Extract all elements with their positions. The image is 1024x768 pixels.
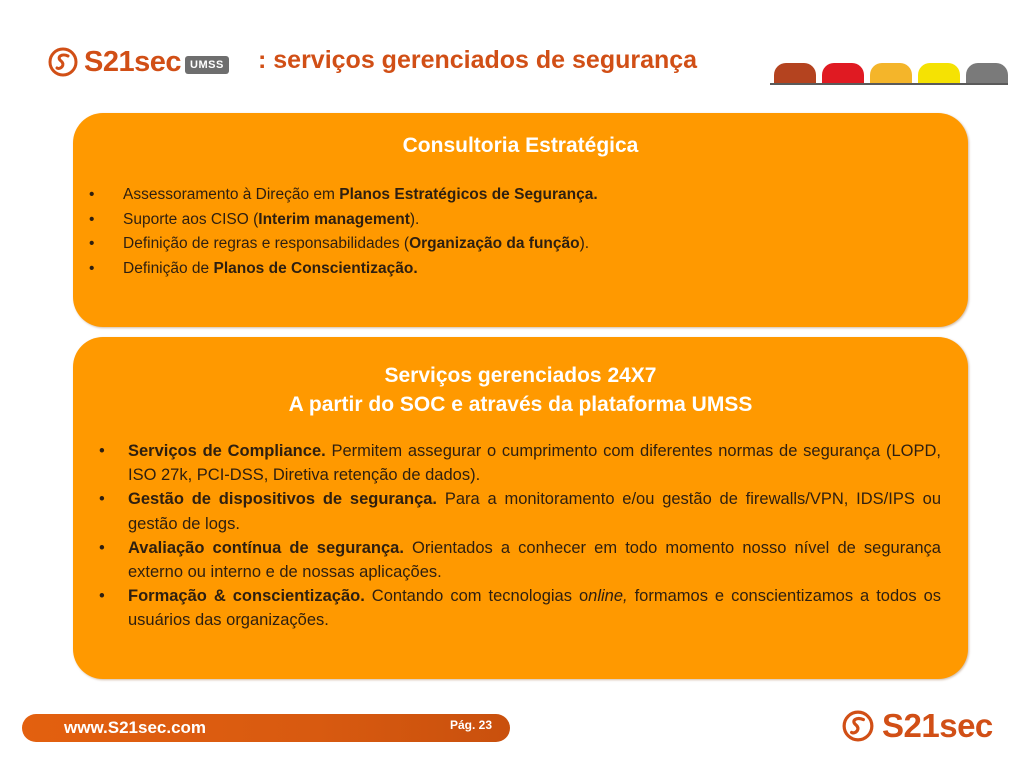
list-item (73, 183, 968, 208)
color-tab-5 (966, 63, 1008, 83)
item-text: Assessoramento à Direção em (123, 186, 340, 203)
footer-url-link[interactable]: www.S21sec.com (64, 718, 207, 737)
list-item (73, 536, 968, 584)
slide-header (0, 0, 1024, 100)
list-item (73, 232, 968, 257)
logo-wordmark: S21sec (84, 45, 181, 78)
item-bold: Gestão de dispositivos de segurança. (128, 490, 438, 509)
color-tab-2 (822, 63, 864, 83)
item-after: ). (579, 235, 590, 252)
item-after: ). (409, 210, 420, 228)
consultoria-list (73, 183, 968, 281)
consultoria-title: Consultoria Estratégica (402, 134, 639, 157)
list-item (73, 257, 968, 282)
umss-badge: UMSS (185, 56, 229, 74)
footer-logo-wordmark: S21sec (882, 707, 993, 744)
servicos-title-line2: A partir do SOC e através da plataforma UMSS (288, 393, 753, 416)
item-bold: Formação & conscientização. (128, 587, 365, 606)
list-item (73, 208, 968, 233)
s21sec-swirl-icon (842, 710, 874, 742)
slide-title: : serviços gerenciados de segurança (258, 46, 698, 74)
item-text: Para a monitoramento e/ou gestão de firewalls/VPN, IDS/IPS ou gestão de logs. (128, 490, 942, 533)
s21sec-logo (48, 40, 229, 84)
s21sec-swirl-icon (48, 47, 78, 77)
item-text: Contando com tecnologias o (364, 587, 589, 606)
servicos-list (73, 439, 968, 633)
item-after: formamos e conscientizamos a todos os usuários das organizações. (128, 587, 942, 630)
color-tab-1 (774, 63, 816, 83)
item-bold: Interim management (258, 210, 410, 228)
item-text: Suporte aos CISO ( (123, 210, 259, 228)
header-divider (770, 83, 1008, 85)
servicos-box (73, 337, 968, 679)
item-text: Definição de regras e responsabilidades ( (123, 235, 410, 252)
item-bold: Planos Estratégicos de Segurança. (339, 186, 598, 203)
item-bold: Organização da função (409, 235, 580, 252)
item-bold: Serviços de Compliance. (128, 442, 326, 460)
item-text: Permitem assegurar o cumprimento com diferentes normas de segurança (LOPD, ISO 27k, PCI-DSS, Diretiva retenção de dados). (128, 442, 941, 485)
s21sec-footer-logo (842, 706, 993, 746)
item-text: Definição de (123, 259, 214, 277)
color-tab-4 (918, 63, 960, 83)
item-italic: nline, (588, 587, 628, 606)
page-number: Pág. 23 (450, 718, 493, 732)
list-item (73, 584, 968, 632)
item-text: Orientados a conhecer em todo momento nosso nível de segurança externo ou interno e de nossas aplicações. (128, 538, 941, 582)
item-bold: Avaliação contínua de segurança. (128, 538, 404, 557)
list-item (73, 487, 968, 535)
consultoria-box (73, 113, 968, 327)
servicos-title-line1: Serviços gerenciados 24X7 (384, 364, 657, 387)
list-item (73, 439, 968, 487)
color-tabs (774, 63, 1008, 83)
color-tab-3 (870, 63, 912, 83)
item-bold: Planos de Conscientização. (213, 259, 418, 277)
servicos-title (73, 361, 968, 419)
